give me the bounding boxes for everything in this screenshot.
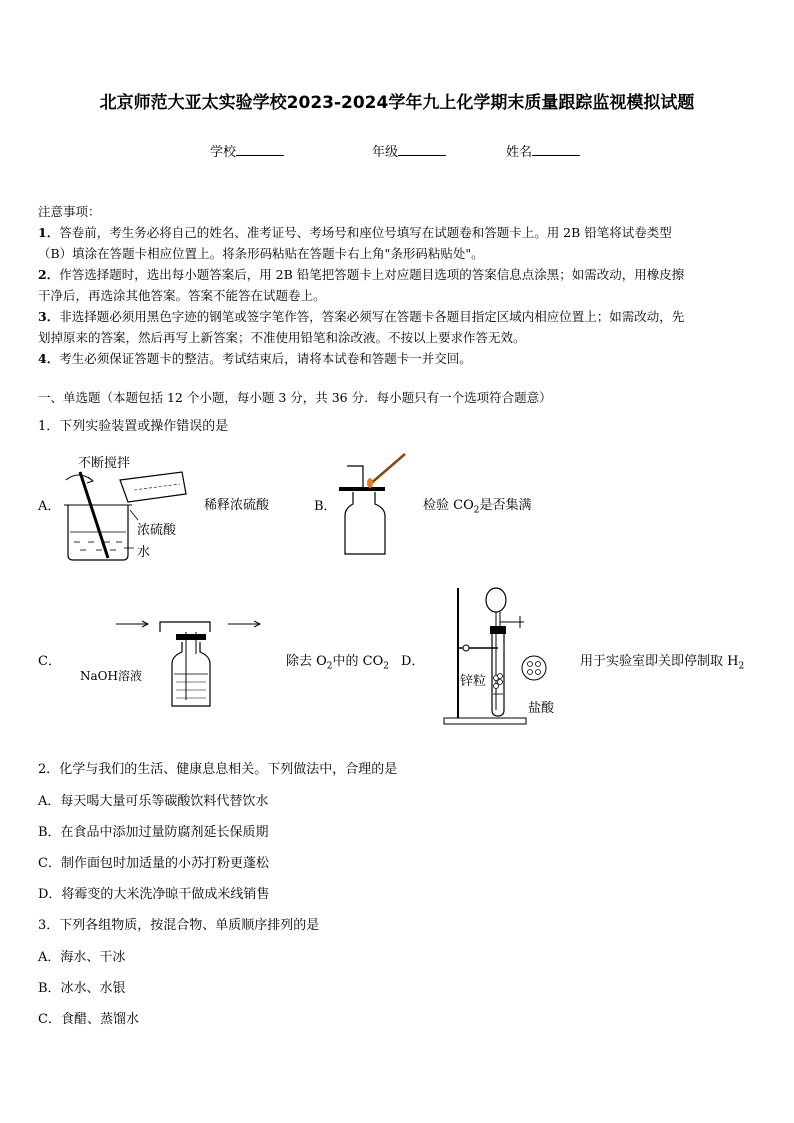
notice-line: 划掉原来的答案，然后再写上新答案；不准使用铅笔和涂改液。不按以上要求作答无效。	[38, 330, 526, 345]
q1-option-b-letter: B．	[314, 499, 337, 514]
q2-option: B．在食品中添加过量防腐剂延长保质期	[38, 825, 269, 840]
notice-line: 1．答卷前，考生务必将自己的姓名、准考证号、考场号和座位号填写在试题卷和答题卡上。用 2B 铅笔将试卷类型	[38, 225, 672, 240]
stir-label: 不断搅拌	[78, 456, 131, 471]
school-field	[210, 141, 284, 160]
acid-label: 浓硫酸	[137, 523, 177, 538]
q1-option-d-caption: 用于实验室即关即停制取 $H_2$	[580, 654, 745, 672]
name-field	[506, 141, 580, 160]
notice-heading: 注意事项：	[38, 204, 101, 219]
page-title: 北京师范大亚太实验学校2023-2024学年九上化学期末质量跟踪监视模拟试题	[99, 93, 695, 113]
q3-option: C．食醋、蒸馏水	[38, 1012, 139, 1027]
q1-option-d-letter: D．	[401, 654, 425, 669]
grade-label: 年级	[372, 145, 399, 160]
school-label: 学校	[210, 145, 237, 160]
name-blank	[532, 143, 580, 156]
notice-line: 3．非选择题必须用黑色字迹的钢笔或签字笔作答，答案必须写在答题卡各题目指定区域内相应位置上；如需改动，先	[38, 309, 685, 324]
q2-option: A．每天喝大量可乐等碳酸饮料代替饮水	[38, 794, 269, 809]
q1-option-a-caption: 稀释浓硫酸	[204, 498, 270, 513]
q1-option-a-letter: A．	[38, 499, 61, 514]
water-label: 水	[137, 545, 151, 560]
gas-washing-bottle-diagram	[110, 612, 270, 712]
section-heading: 一、单选题（本题包括 12 个小题，每小题 3 分，共 36 分．每小题只有一个选项符合题意）	[38, 390, 552, 405]
notice-line: 4．考生必须保证答题卡的整洁。考试结束后，请将本试卷和答题卡一并交回。	[38, 351, 472, 366]
notice-block	[38, 201, 760, 369]
q1-stem: 1．下列实验装置或操作错误的是	[38, 419, 229, 434]
school-blank	[236, 143, 284, 156]
q3-stem: 3．下列各组物质，按混合物、单质顺序排列的是	[38, 918, 320, 933]
q1-option-c-letter: C．	[38, 654, 61, 669]
notice-line: 2．作答选择题时，选出每小题答案后，用 2B 铅笔把答题卡上对应题目选项的答案信息点涂黑；如需改动，用橡皮擦	[38, 267, 685, 282]
q2-option: D．将霉变的大米洗净晾干做成米线销售	[38, 887, 270, 902]
co2-collection-diagram	[335, 450, 415, 560]
zinc-label: 锌粒	[460, 674, 487, 689]
notice-line: 干净后，再选涂其他答案。答案不能答在试题卷上。	[38, 288, 326, 303]
naoh-label: NaOH溶液	[80, 669, 142, 683]
q2-option: C．制作面包时加适量的小苏打粉更蓬松	[38, 856, 269, 871]
hcl-label: 盐酸	[528, 701, 555, 716]
grade-field	[372, 141, 446, 160]
q3-option: B．冰水、水银	[38, 981, 126, 996]
q3-option: A．海水、干冰	[38, 950, 126, 965]
q1-option-b-caption: 检验 $CO_2$是否集满	[423, 498, 532, 516]
q2-stem: 2．化学与我们的生活、健康息息相关。下列做法中，合理的是	[38, 762, 398, 777]
name-label: 姓名	[506, 145, 533, 160]
grade-blank	[398, 143, 446, 156]
q1-option-c-caption: 除去 $O_2$中的 $CO_2$	[286, 654, 390, 672]
notice-line: （B）填涂在答题卡相应位置上。将条形码粘贴在答题卡右上角"条形码粘贴处"。	[38, 246, 484, 261]
